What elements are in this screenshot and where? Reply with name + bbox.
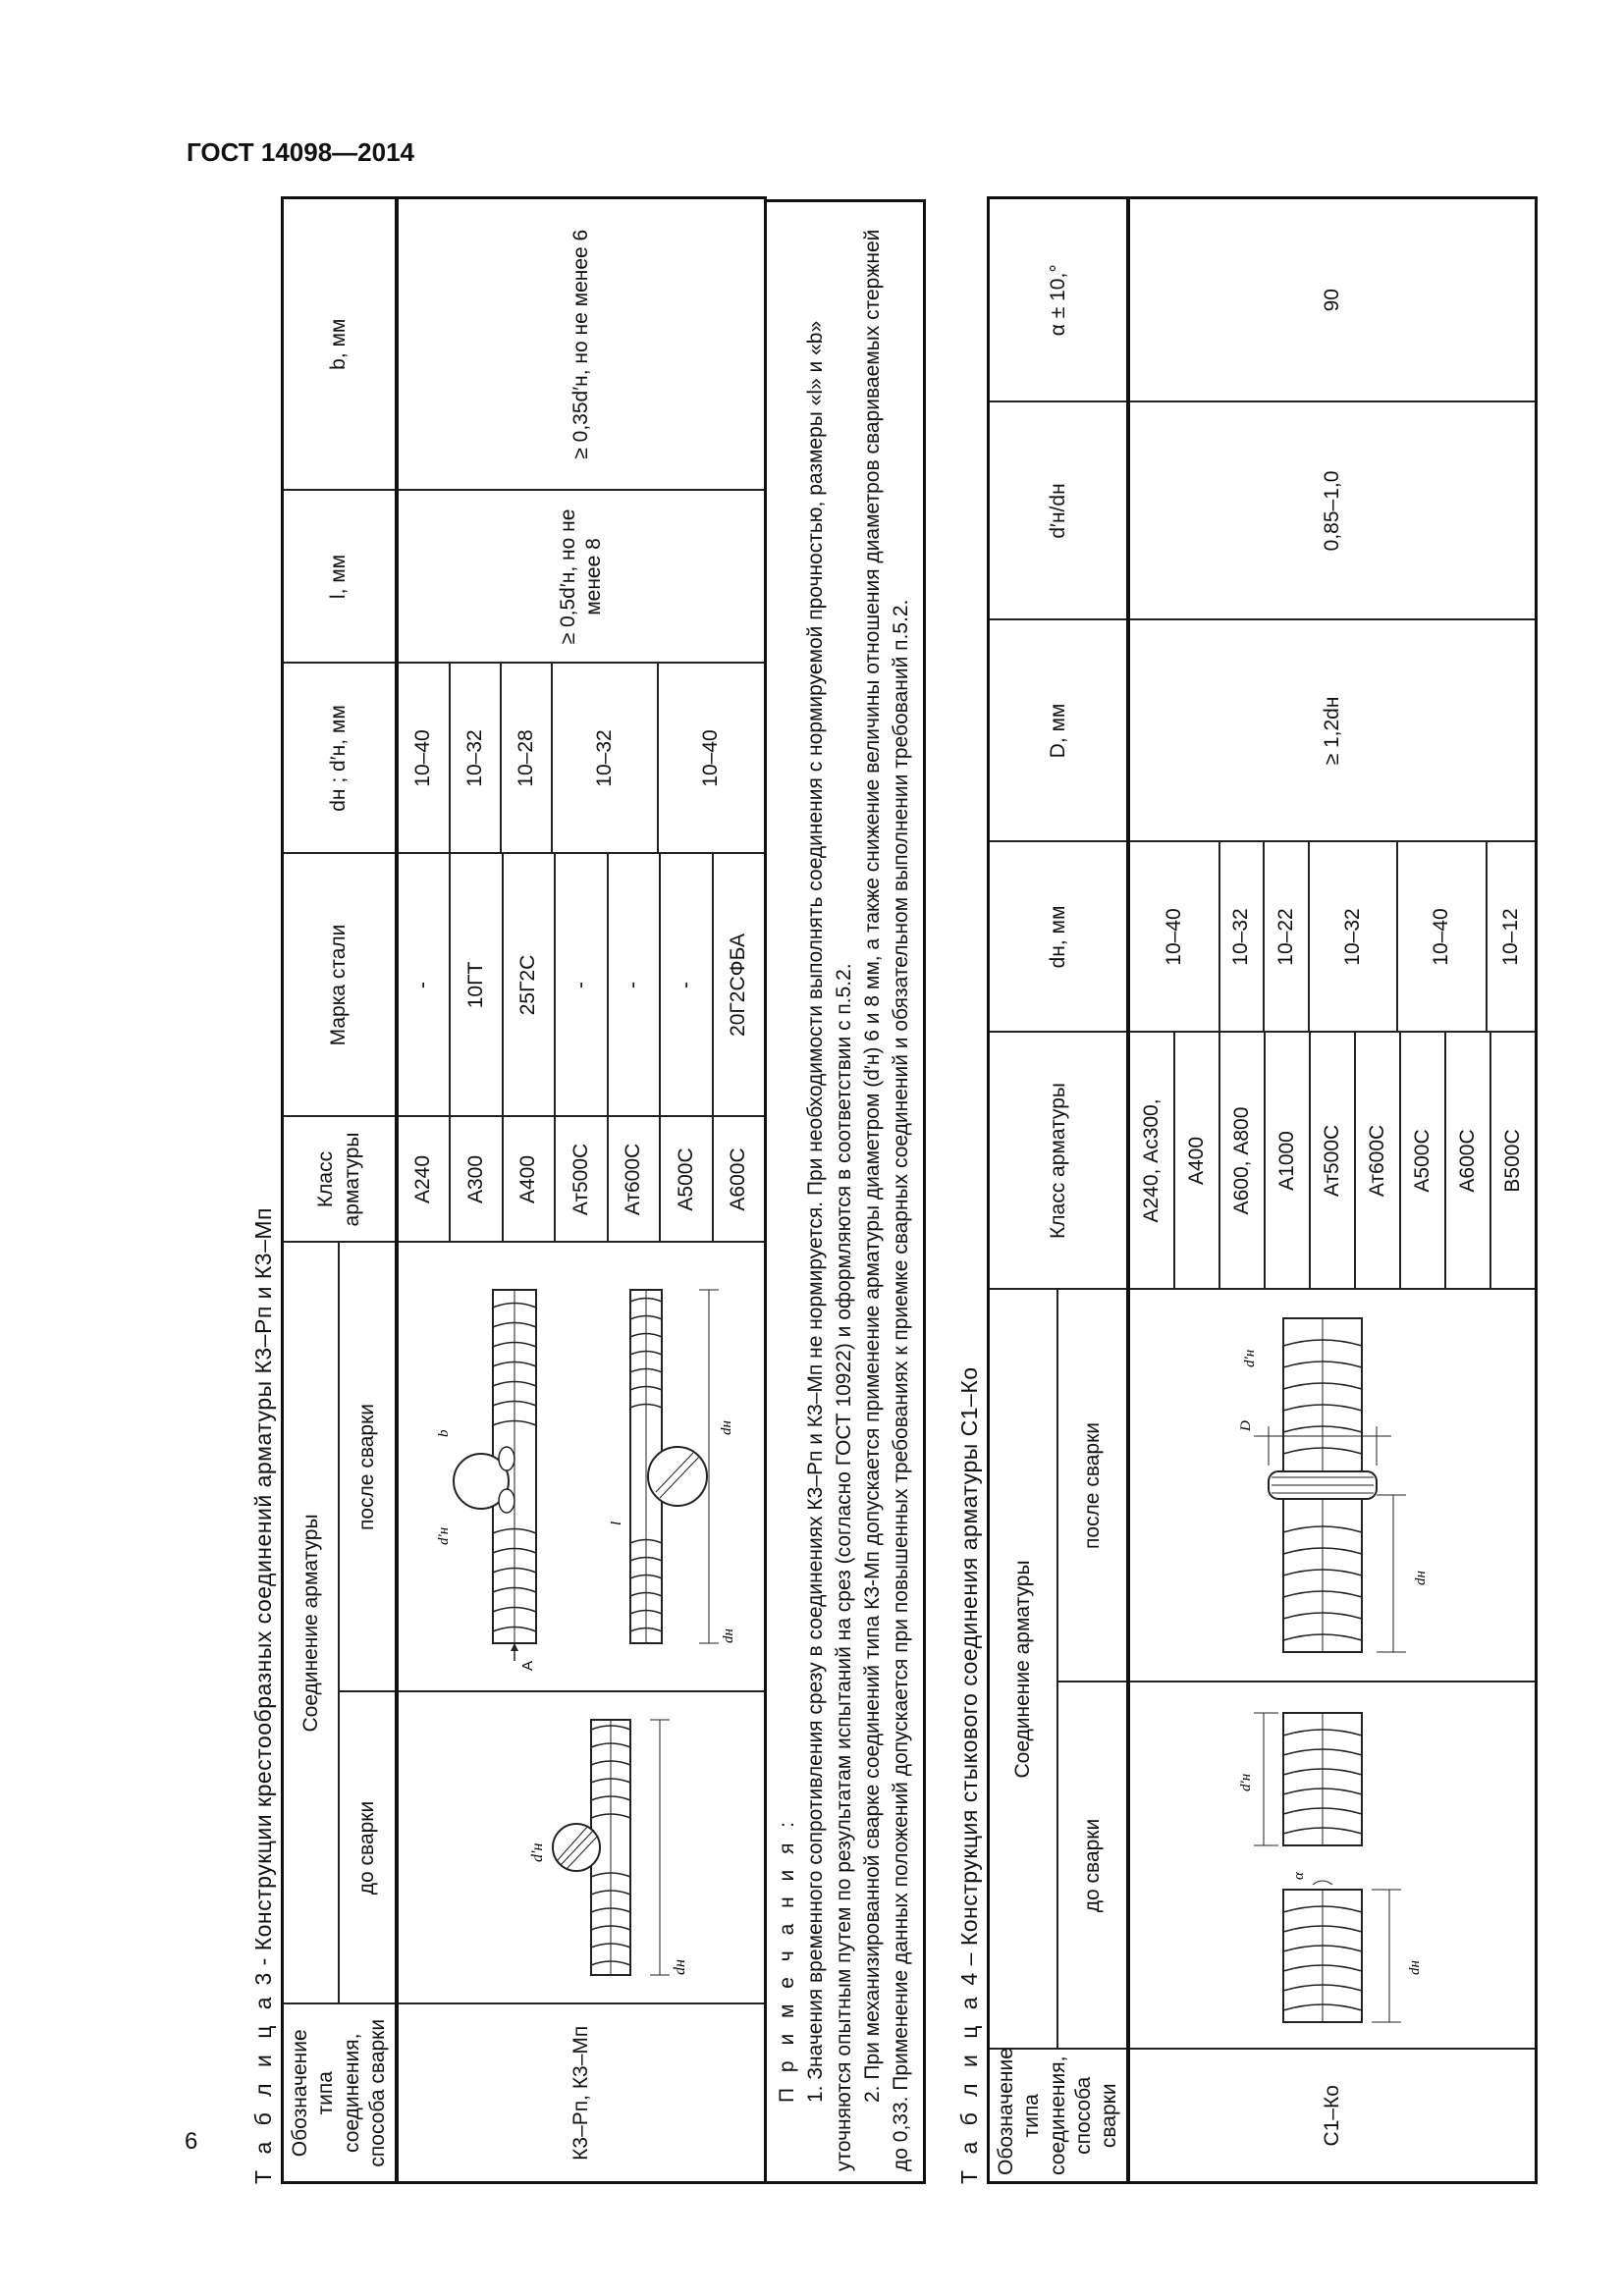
t3-l-value: ≥ 0,5d′н, но не менее 8 [397,490,766,663]
t4-class-6: А500С [1400,1033,1445,1288]
label-dn-prime-t4-after: d′н [1242,1350,1259,1368]
t3-class-1: А300 [450,1117,503,1241]
t4-header-class: Класс арматуры [989,1032,1129,1289]
t4-dn-0: 10–40 [1130,842,1219,1031]
cross-joint-before-drawing [459,1701,704,1996]
label-dn-after: dн [721,1629,736,1644]
table4 [987,196,1538,2184]
t4-sketch-after [1128,1289,1537,1682]
label-dn: dн [672,1959,688,1976]
t4-class-3: А1000 [1265,1033,1310,1288]
label-l: l [609,1522,624,1526]
t3-steel-3: - [555,854,608,1115]
table4-caption-dash: – [956,1952,982,1966]
t3-header-type: Обозначение типа соединения, способа сварки [283,2004,398,2183]
t4-class-4: Ат500С [1310,1033,1355,1288]
table3-caption-dash: - [250,1957,276,1966]
cross-joint-after-drawing [424,1252,738,1683]
label-A: А [519,1661,536,1672]
t3-header-class: Класс арматуры [283,1116,398,1242]
label-D: D [1238,1420,1255,1432]
t4-header-joint: Соединение арматуры [989,1289,1058,2049]
t3-dn-column [397,663,766,853]
t4-header-before: до сварки [1057,1682,1128,2050]
t4-header-ratio: d′н/dн [989,401,1129,619]
t3-class-5: А500С [660,1117,713,1241]
rotated-content [245,186,1525,2184]
t4-dn-4: 10–40 [1397,842,1487,1031]
butt-joint-after-drawing [1215,1300,1450,1673]
t3-dn-list [399,664,764,852]
t3-sketch-before [397,1692,766,2004]
t4-dn-5: 10–12 [1487,842,1536,1031]
t4-dn-2: 10–22 [1264,842,1308,1031]
t4-class-2: А600, А800 [1219,1033,1265,1288]
t4-class-1: А400 [1174,1033,1219,1288]
t4-alpha-value: 90 [1128,197,1537,401]
table3-caption-number: 3 [250,1972,276,1986]
note-1: 1. Значения временного сопротивления срезу в соединениях К3–Рп и К3–Мп не нормируется. При необходимости выполнять соединения с нормируемой прочностью, размеры «l» и «b» уточняются опытным путем по результатам испытаний на срез (согласно ГОСТ 10922) и оформляются в соответствии с п.5.2. [804,320,855,2171]
table3 [281,196,767,2184]
t3-header-joint: Соединение арматуры [283,1242,340,2003]
t3-header-after: после сварки [339,1242,397,1691]
t4-type-value: С1–Ко [1128,2050,1537,2183]
t4-dn-1: 10–32 [1219,842,1264,1031]
t3-steel-2: 25Г2С [503,854,556,1115]
t4-dn-column [1128,841,1537,1032]
t3-header-steel: Марка стали [283,853,398,1116]
t4-class-column [1128,1032,1537,1289]
t4-header-dn: dн, мм [989,841,1129,1032]
t4-header-after: после сварки [1057,1289,1128,1682]
label-dn-prime-after: d′н [436,1527,452,1546]
t3-steel-column [397,853,766,1116]
t4-class-5: Ат600С [1355,1033,1400,1288]
t3-steel-6: 20Г2СФБА [713,854,764,1115]
t3-class-4: Ат600С [608,1117,661,1241]
notes-title: П р и м е ч а н и я : [776,1816,798,2103]
label-dn-prime: d′н [529,1843,546,1863]
label-dn-lower: dн [719,1420,734,1436]
t3-type-value: К3–Рп, К3–Мп [397,2004,766,2183]
table4-caption-prefix: Т а б л и ц а [956,1992,982,2184]
t4-dn-3: 10–32 [1309,842,1398,1031]
table3-caption-prefix: Т а б л и ц а [250,1992,276,2184]
page-number: 6 [185,2128,198,2155]
table3-caption-text: Конструкции крестообразных соединений арматуры К3–Рп и К3–Мп [250,1207,276,1951]
t3-class-0: А240 [399,1117,450,1241]
t4-D-value: ≥ 1,2dн [1128,619,1537,841]
t4-class-8: В500С [1490,1033,1535,1288]
t3-steel-list [399,854,764,1115]
t3-class-3: Ат500С [555,1117,608,1241]
t3-dn-2: 10–28 [501,664,552,852]
t3-class-2: А400 [503,1117,556,1241]
table4-caption [951,186,987,2184]
t3-steel-1: 10ГТ [450,854,503,1115]
t4-header-D: D, мм [989,619,1129,841]
note-2: 2. При механизированной сварке соединений типа К3-Мп допускается применение арматуры диаметром (d′н) 6 и 8 мм, а также снижение величины отношения диаметров свариваемых стержней до 0,33. Применение данных положений допускается при повышенных требованиях к приемке сварных соединений и обязательном выполнении требований п.5.2. [861,229,912,2171]
label-dn-t4: dн [1407,1960,1424,1976]
table4-caption-number: 4 [956,1972,982,1986]
document-code: ГОСТ 14098—2014 [187,137,414,167]
butt-joint-before-drawing [1224,1689,1440,2043]
t3-b-value: ≥ 0,35d′н, но не менее 6 [397,197,766,490]
t4-class-list [1130,1033,1535,1288]
t4-header-alpha: α ± 10,° [989,197,1129,401]
t3-header-l: l, мм [283,490,398,663]
t4-ratio-value: 0,85–1,0 [1128,401,1537,619]
label-alpha: α [1291,1872,1308,1881]
table4-caption-text: Конструкция стыкового соединения арматуры С1–Ко [956,1366,982,1947]
t3-dn-1: 10–32 [450,664,501,852]
t3-steel-4: - [608,854,661,1115]
t3-header-b: b, мм [283,197,398,490]
t3-header-before: до сварки [339,1692,397,2004]
t4-header-type: Обозначение типа соединения, способа сварки [989,2050,1129,2183]
label-b: b [436,1430,452,1438]
t3-steel-5: - [660,854,713,1115]
t3-class-column [397,1116,766,1242]
table3-caption [245,186,281,2184]
t4-dn-list [1130,842,1535,1031]
label-dn-t4-after: dн [1413,1571,1430,1586]
label-dn-prime-t4: d′н [1238,1774,1255,1792]
table3-notes [767,199,926,2184]
t4-class-0: А240, Ас300, [1130,1033,1174,1288]
t3-dn-0: 10–40 [399,664,450,852]
t3-header-dn: dн ; d′н, мм [283,663,398,853]
t3-class-6: А600С [713,1117,764,1241]
t3-dn-3: 10–32 [552,664,658,852]
t4-sketch-before [1128,1682,1537,2050]
t3-class-list [399,1117,764,1241]
t3-steel-0: - [399,854,450,1115]
t3-dn-4: 10–40 [658,664,764,852]
t3-sketch-after [397,1242,766,1691]
t4-class-7: А600С [1445,1033,1490,1288]
